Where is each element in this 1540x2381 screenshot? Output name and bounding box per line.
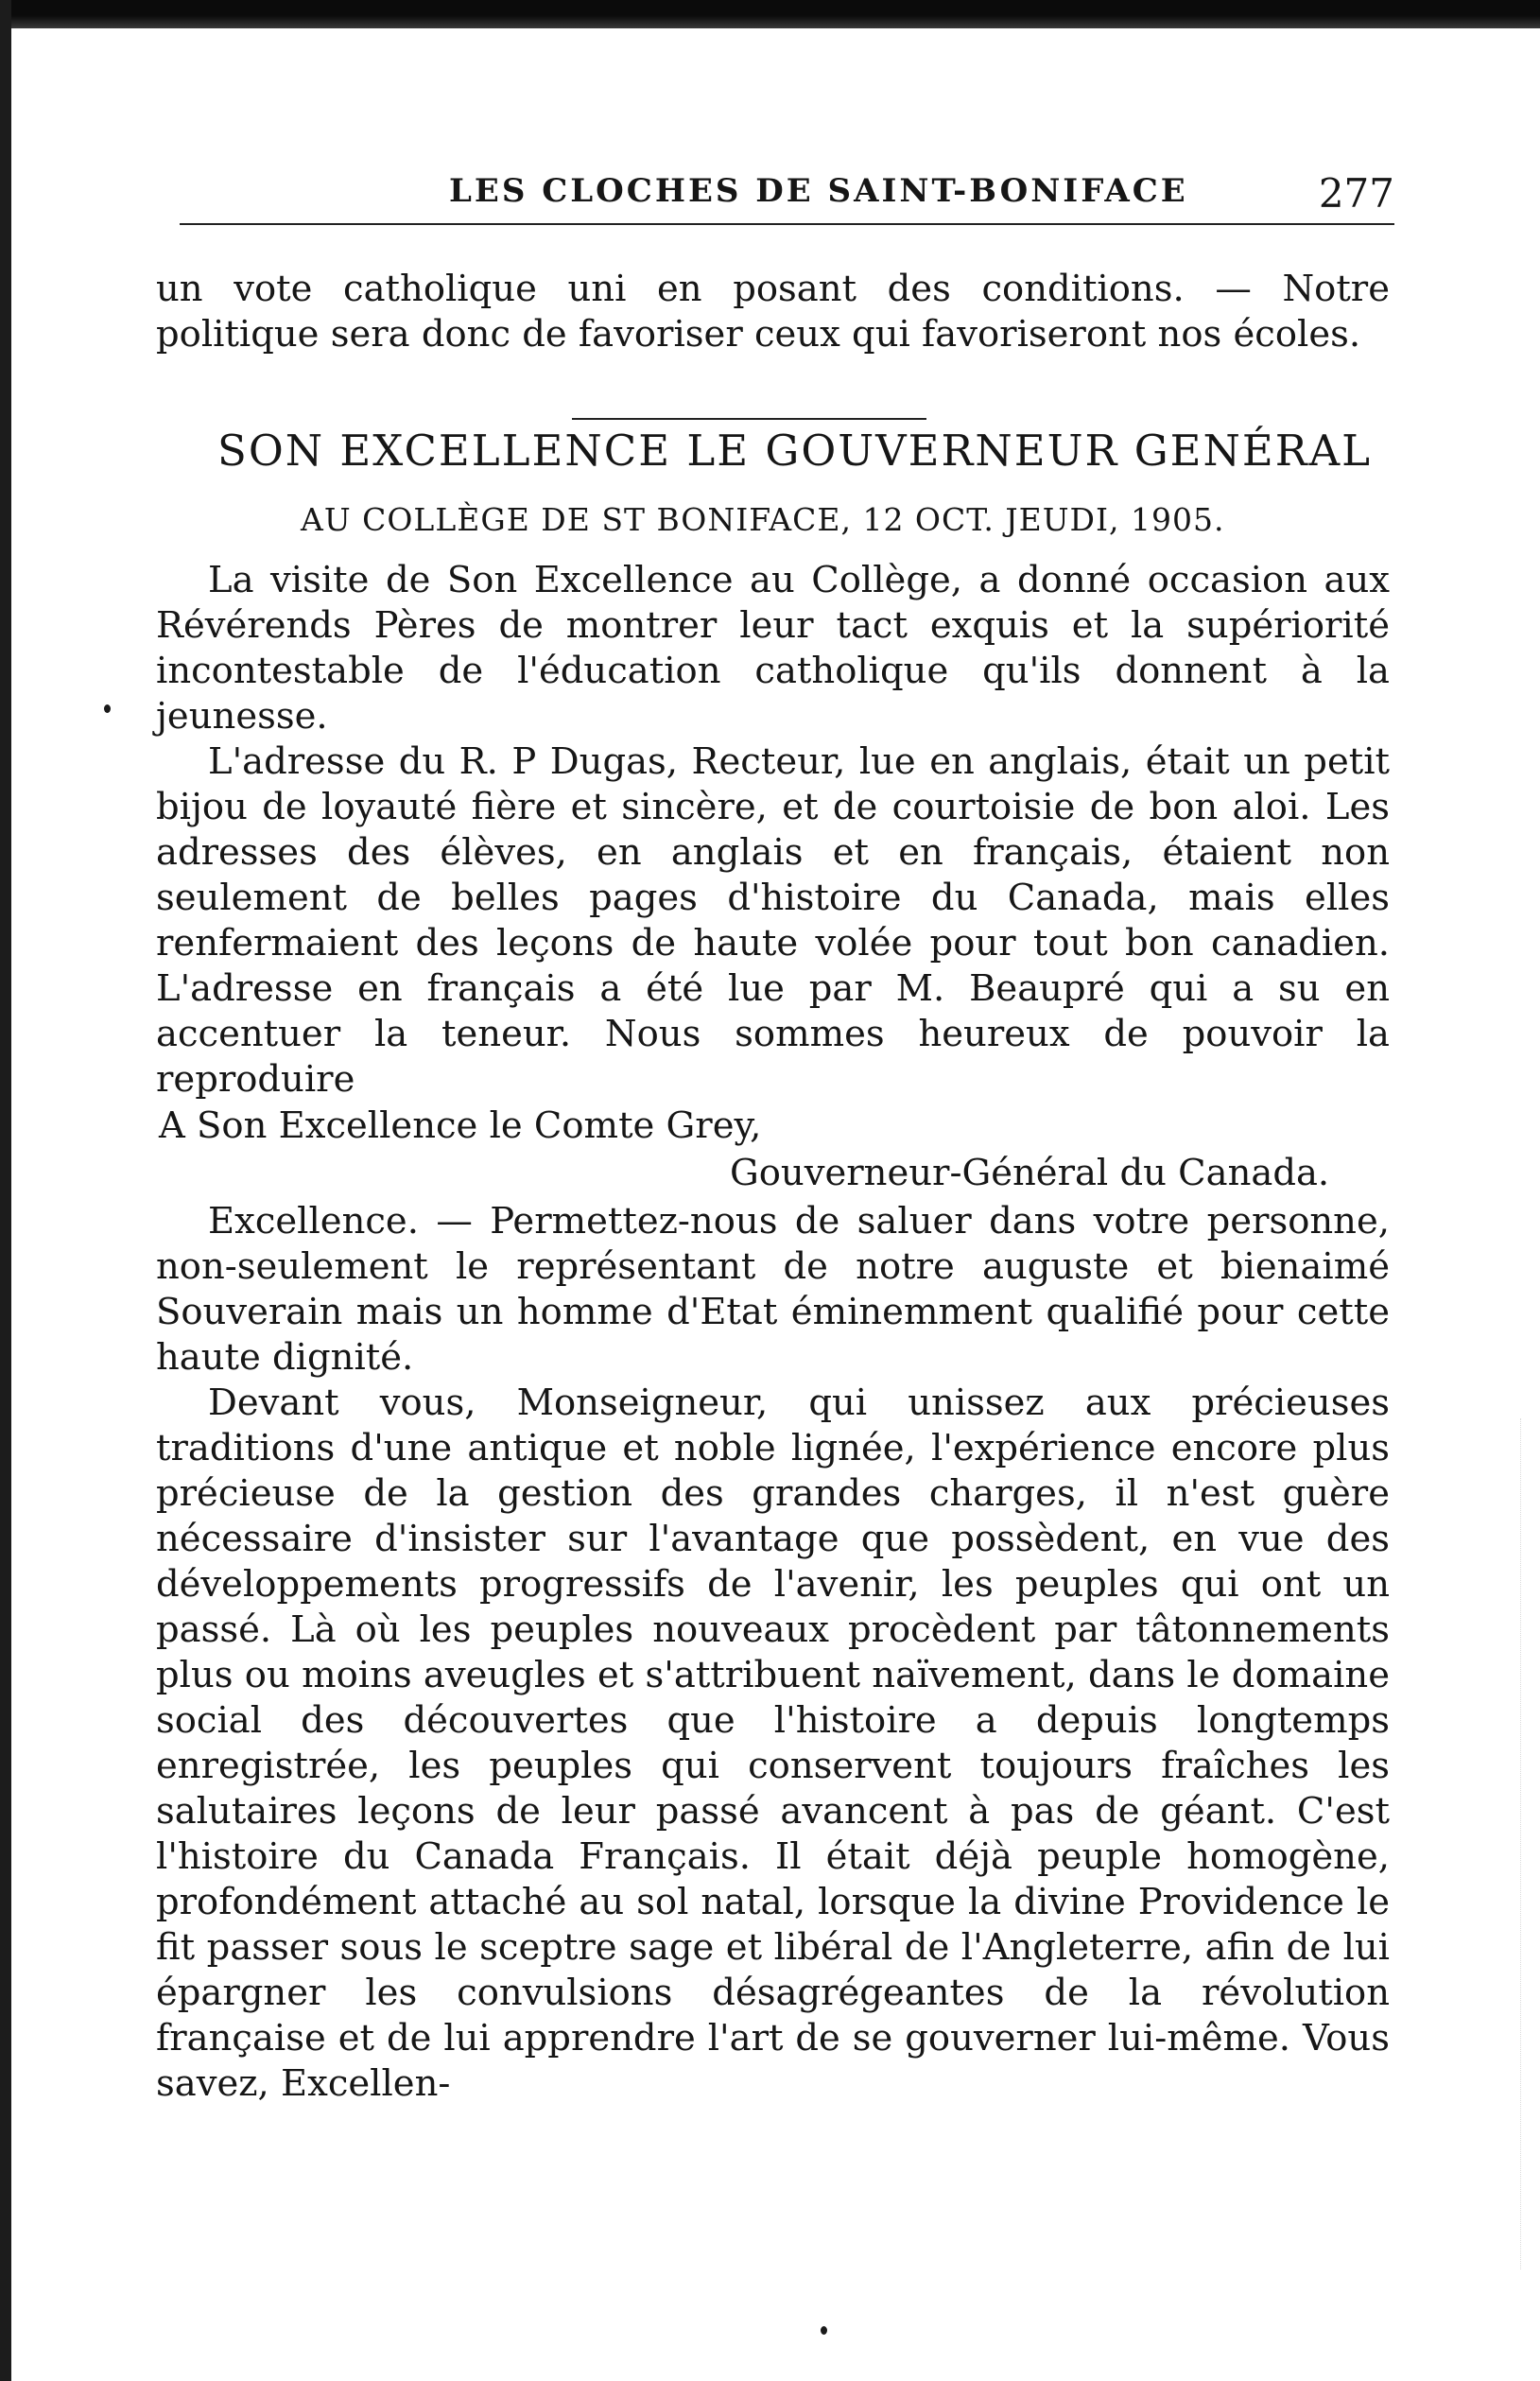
- intro-paragraph: un vote catholique uni en posant des conditions. — Notre politique sera donc de favoriser ceux qui favoriseront nos écoles.: [156, 268, 1390, 356]
- scan-edge-noise: [1520, 1418, 1531, 2269]
- header-rule: [180, 223, 1394, 225]
- running-title: LES CLOCHES DE SAINT-BONIFACE: [449, 172, 1188, 210]
- scan-left-edge: [0, 0, 11, 2381]
- letter-addressee: A Son Excellence le Comte Grey,: [159, 1104, 762, 1147]
- letter-paragraph-history: Devant vous, Monseigneur, qui unissez aux précieuses traditions d'une antique et noble lignée, l'expérience encore plus précieuse de la gestion des grandes charges, il n'est guère nécessaire d'insister sur l'avantage que possèdent, en vue des développements progressifs de l'avenir, les peuples qui ont un passé. Là où les peuples nouveaux procèdent par tâtonnements plus ou moins aveugles et s'attribuent naïvement, dans le domaine social des découvertes que l'histoire a depuis longtemps enregistrée, les peuples qui conservent toujours fraîches les salutaires leçons de leur passé avancent à pas de géant. C'est l'histoire du Canada Français. Il était déjà peuple homogène, profondément attaché au sol natal, lorsque la divine Providence le fit passer sous le sceptre sage et libéral de l'Angleterre, afin de lui épargner les convulsions désagrégeantes de la révolution française et de lui apprendre l'art de se gouverner lui-même. Vous savez, Excellen-: [156, 1382, 1390, 2105]
- ink-speck: [821, 2326, 827, 2335]
- letter-paragraph-greeting: Excellence. — Permettez-nous de saluer dans votre personne, non-seulement le représentant de notre auguste et bienaimé Souverain mais un homme d'Etat éminemment qualifié pour cette haute dignité.: [156, 1200, 1390, 1379]
- page-number: 277: [1318, 170, 1394, 217]
- letter-addressee-title: Gouverneur-Général du Canada.: [730, 1152, 1330, 1194]
- article-paragraph-address: L'adresse du R. P Dugas, Recteur, lue en anglais, était un petit bijou de loyauté fière et sincère, et de courtoisie de bon aloi. Les adresses des élèves, en anglais et en français, étaient non seulement de belles pages d'histoire du Canada, mais elles renfermaient des leçons de haute volée pour tout bon canadien. L'adresse en français a été lue par M. Beaupré qui a su en accentuer la teneur. Nous sommes heureux de pouvoir la reproduire: [156, 740, 1390, 1101]
- article-paragraph-visit: La visite de Son Excellence au Collège, a donné occasion aux Révérends Pères de montrer leur tact exquis et la supériorité incontestable de l'éducation catholique qu'ils donnent à la jeunesse.: [156, 559, 1390, 738]
- intro-block: [156, 267, 1390, 357]
- running-head: [180, 161, 1394, 227]
- scan-top-edge: [0, 0, 1540, 28]
- ink-speck: [104, 704, 111, 713]
- section-title: SON EXCELLENCE LE GOUVERNEUR GENÉRAL: [217, 426, 1372, 476]
- letter-body: [156, 1199, 1390, 2107]
- article-body: [156, 558, 1390, 1103]
- section-separator-rule: [572, 418, 926, 420]
- section-subtitle: AU COLLÈGE DE ST BONIFACE, 12 OCT. JEUDI, 1905.: [301, 501, 1225, 538]
